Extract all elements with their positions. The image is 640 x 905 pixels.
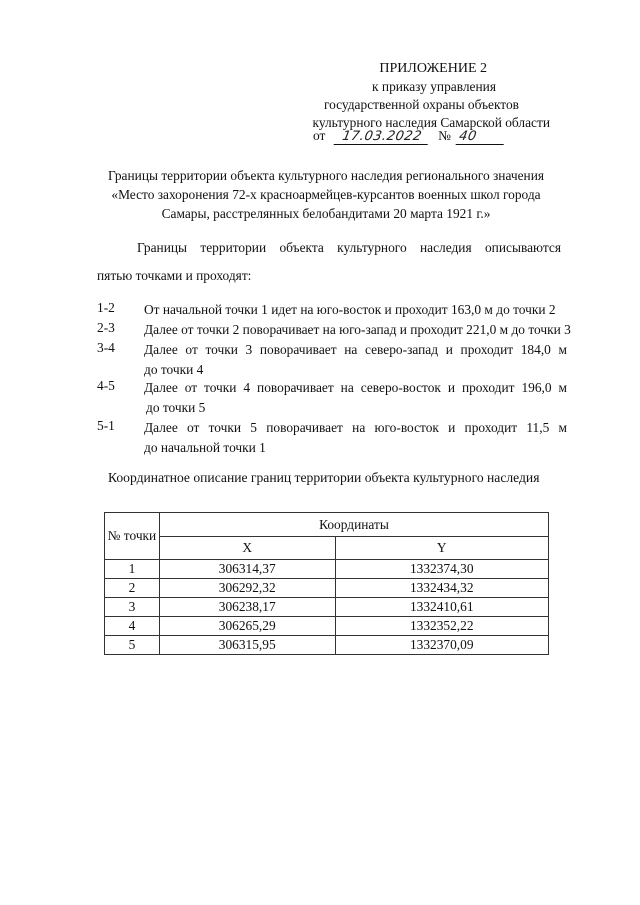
y-cell: 1332352,22 bbox=[335, 617, 549, 636]
intro-line-2: пятью точками и проходят: bbox=[97, 268, 252, 283]
appendix-line-2: государственной охраны объектов bbox=[323, 97, 519, 112]
handwritten-number: 40 bbox=[456, 129, 507, 145]
point-cell: 3 bbox=[105, 598, 160, 617]
segment-line: Далее от точки 3 поворачивает на северо-запад и проходит 184,0 м bbox=[144, 342, 567, 357]
x-cell: 306265,29 bbox=[159, 617, 335, 636]
segment-line-continued: до точки 4 bbox=[144, 362, 204, 377]
coordinates-table bbox=[104, 512, 549, 655]
segment-line: Далее от точки 5 поворачивает на юго-восток и проходит 11,5 м bbox=[144, 420, 567, 435]
segment-line-continued: до начальной точки 1 bbox=[144, 440, 266, 455]
x-cell: 306315,95 bbox=[159, 636, 335, 655]
appendix-title: ПРИЛОЖЕНИЕ 2 bbox=[379, 61, 487, 76]
segment-description bbox=[144, 300, 567, 320]
segment-code: 3-4 bbox=[97, 340, 115, 355]
table-row bbox=[105, 636, 549, 655]
segment-code: 5-1 bbox=[97, 418, 115, 433]
appendix-header bbox=[280, 60, 550, 132]
x-header: X bbox=[159, 537, 335, 560]
segment-line: Далее от точки 2 поворачивает на юго-запад и проходит 221,0 м до точки 3 bbox=[144, 322, 571, 337]
number-prefix: № bbox=[438, 128, 451, 143]
x-cell: 306292,32 bbox=[159, 579, 335, 598]
point-cell: 4 bbox=[105, 617, 160, 636]
coordinates-title: Координатное описание границ территории объекта культурного наследия bbox=[108, 470, 540, 485]
x-cell: 306238,17 bbox=[159, 598, 335, 617]
point-cell: 1 bbox=[105, 560, 160, 579]
appendix-line-3: культурного наследия Самарской области bbox=[312, 115, 550, 130]
segment-line: От начальной точки 1 идет на юго-восток и проходит 163,0 м до точки 2 bbox=[144, 302, 556, 317]
segment-line-continued: до точки 5 bbox=[146, 400, 206, 415]
handwritten-date: 17.03.2022 bbox=[333, 129, 430, 145]
segment-line: Далее от точки 4 поворачивает на северо-восток и проходит 196,0 м bbox=[144, 380, 567, 395]
segment-description bbox=[144, 320, 571, 340]
table-row bbox=[105, 617, 549, 636]
y-cell: 1332374,30 bbox=[335, 560, 549, 579]
date-prefix: от bbox=[313, 128, 326, 143]
point-number-header: № точки bbox=[105, 513, 160, 560]
intro-line-1: Границы территории объекта культурного наследия описываются bbox=[137, 240, 561, 255]
segment-description bbox=[144, 378, 567, 418]
y-cell: 1332434,32 bbox=[335, 579, 549, 598]
coordinates-header: Координаты bbox=[159, 513, 548, 537]
y-cell: 1332410,61 bbox=[335, 598, 549, 617]
intro-paragraph bbox=[97, 234, 561, 290]
table-row bbox=[105, 579, 549, 598]
document-title-line-3: Самары, расстрелянных белобандитами 20 марта 1921 г.» bbox=[161, 206, 491, 221]
segment-code: 1-2 bbox=[97, 300, 115, 315]
segment-description bbox=[144, 418, 567, 458]
appendix-line-1: к приказу управления bbox=[372, 79, 496, 94]
point-cell: 2 bbox=[105, 579, 160, 598]
document-title-line-1: Границы территории объекта культурного наследия регионального значения bbox=[107, 168, 545, 183]
point-cell: 5 bbox=[105, 636, 160, 655]
segment-description bbox=[144, 340, 567, 380]
x-cell: 306314,37 bbox=[159, 560, 335, 579]
document-title-line-2: «Место захоронения 72-х красноармейцев-курсантов военных школ города bbox=[111, 187, 541, 202]
segment-code: 4-5 bbox=[97, 378, 115, 393]
table-row bbox=[105, 598, 549, 617]
document-title bbox=[100, 166, 552, 223]
table-row bbox=[105, 560, 549, 579]
y-header: Y bbox=[335, 537, 549, 560]
y-cell: 1332370,09 bbox=[335, 636, 549, 655]
order-date-number bbox=[313, 128, 505, 148]
segment-code: 2-3 bbox=[97, 320, 115, 335]
